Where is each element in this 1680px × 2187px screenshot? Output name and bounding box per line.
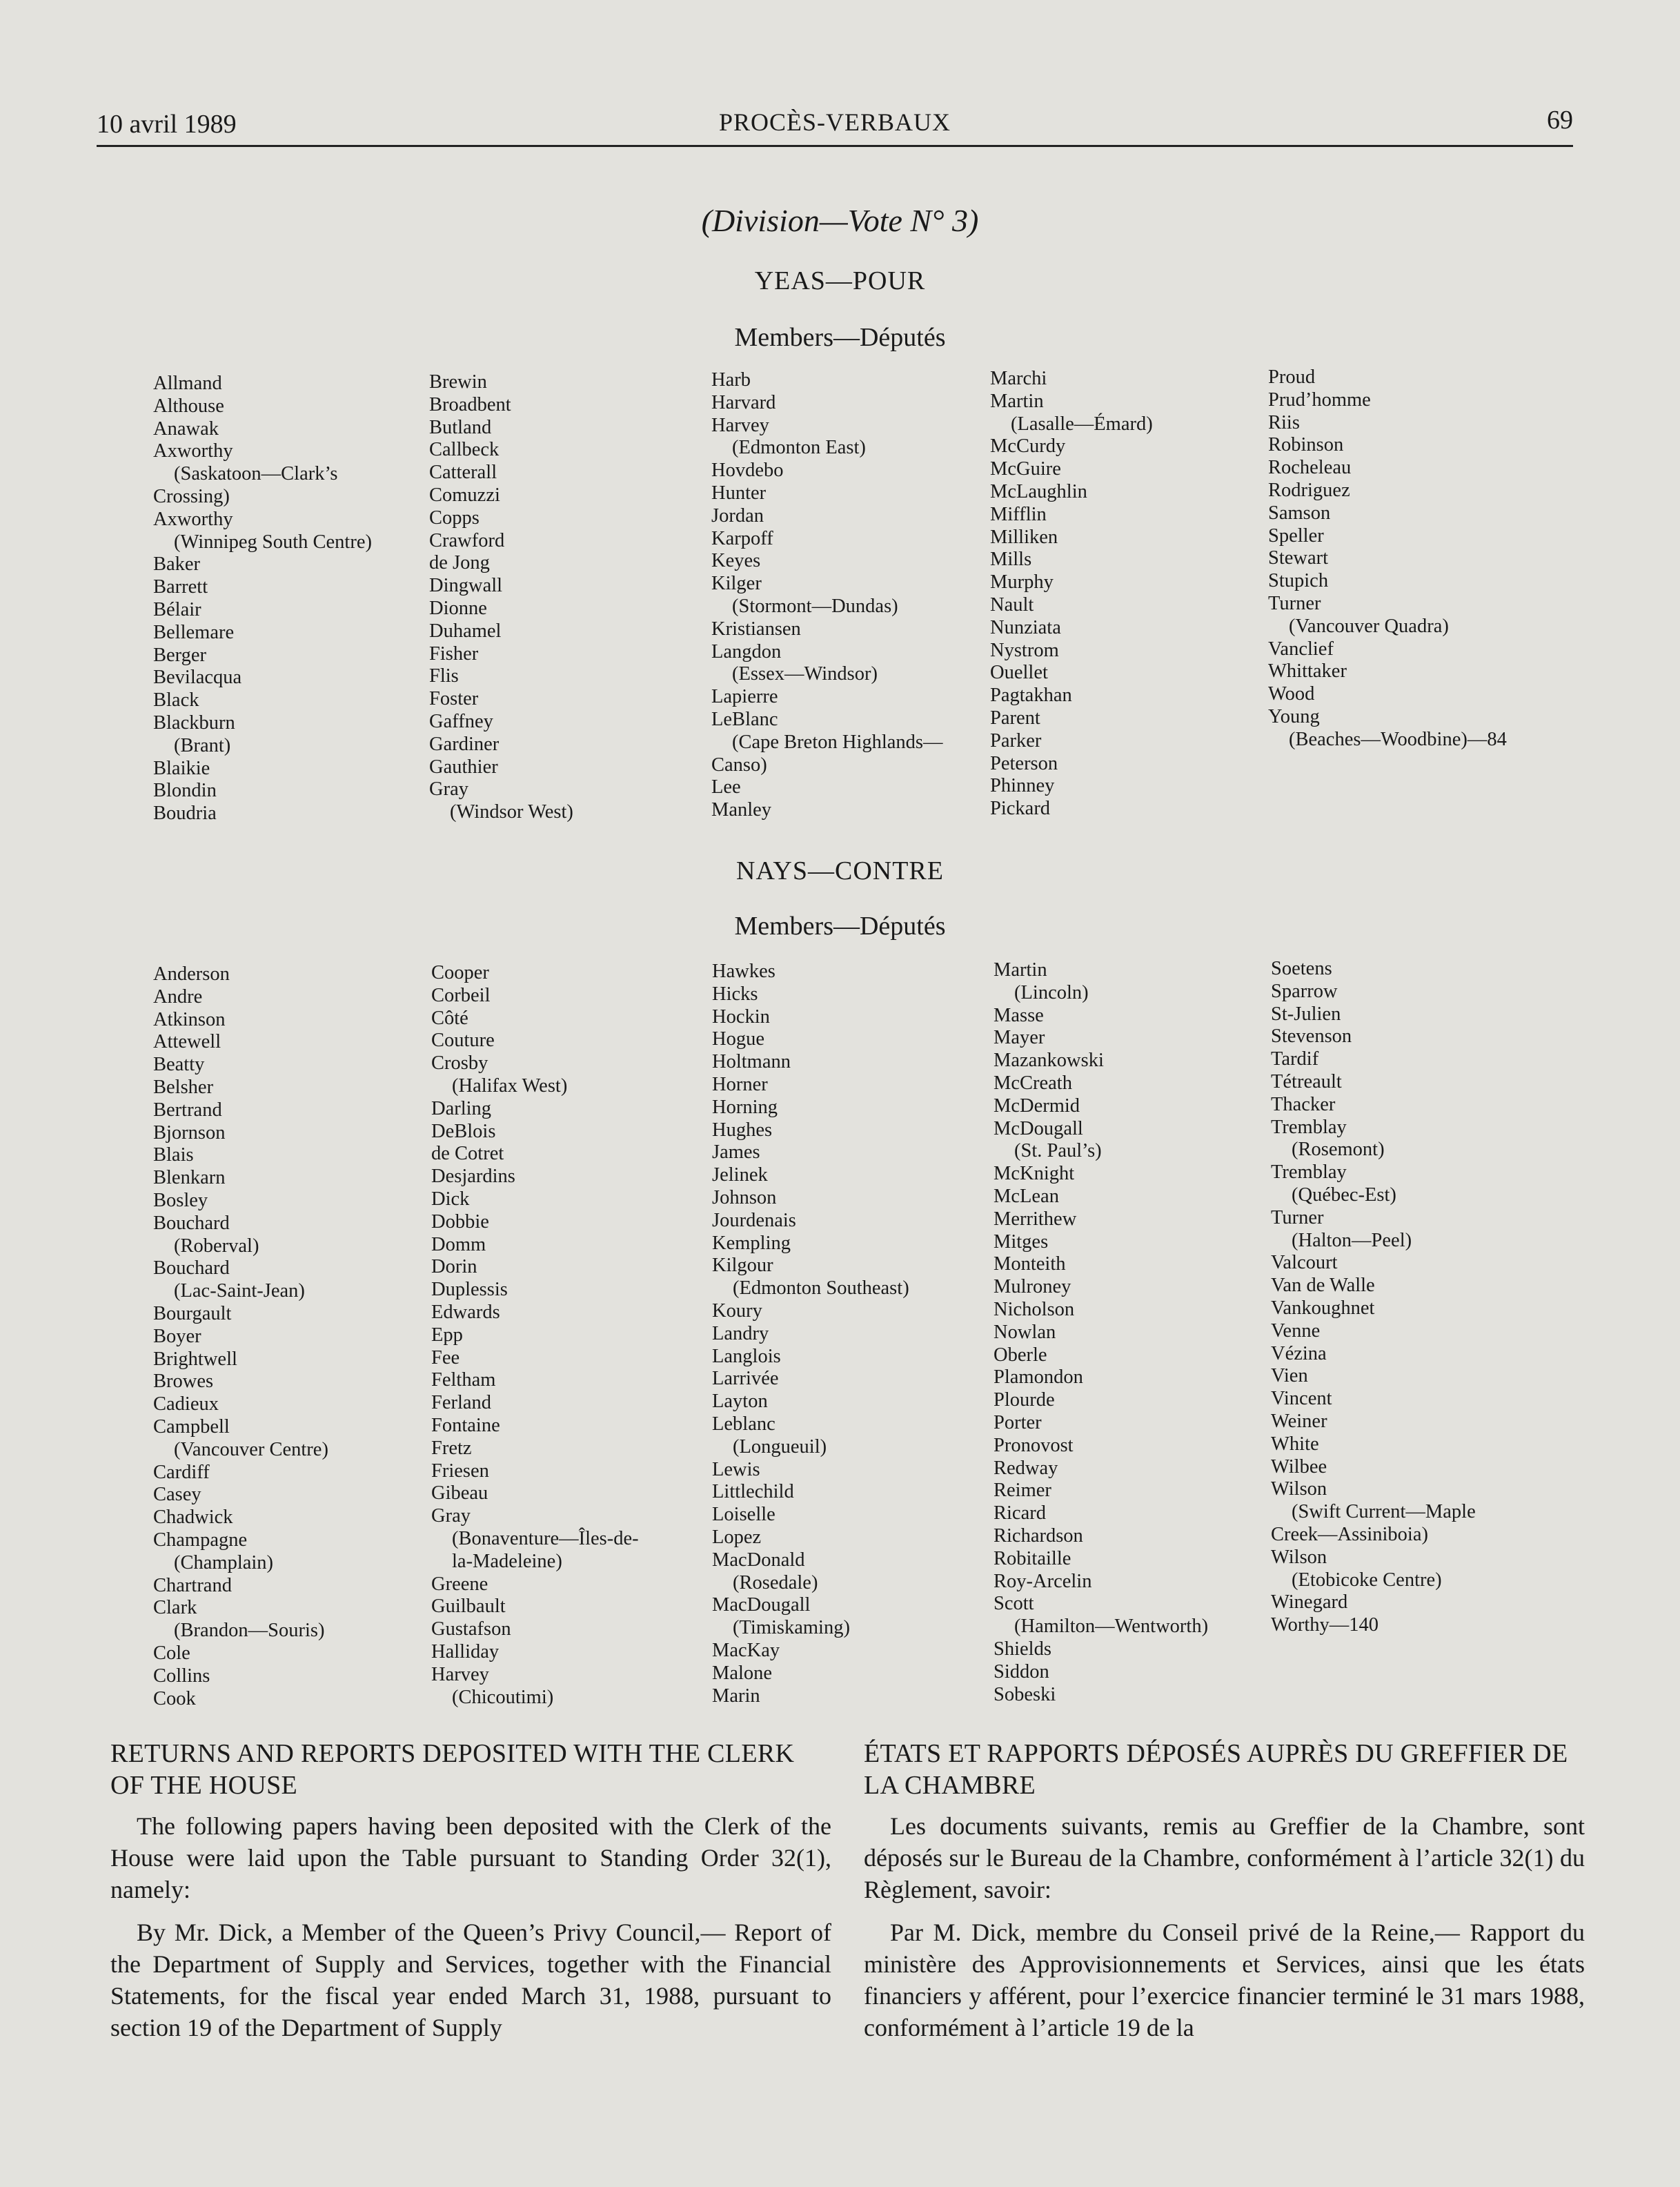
yeas-member-name: Blondin: [153, 780, 217, 802]
yeas-member-name: Hunter: [711, 482, 767, 504]
page-header: [97, 104, 1573, 147]
yeas-column-3: [711, 369, 943, 822]
nays-member-name: Winegard: [1271, 1591, 1348, 1614]
nays-member-name: Kempling: [712, 1232, 791, 1254]
yeas-column-5: [1268, 366, 1507, 752]
nays-member-name: Weiner: [1271, 1410, 1327, 1432]
nays-member-name: (St. Paul’s): [1014, 1140, 1102, 1162]
nays-member-name: Shields: [994, 1638, 1051, 1660]
nays-column-3: [712, 961, 909, 1707]
nays-member-name: Malone: [712, 1662, 773, 1684]
nays-member-name: Johnson: [712, 1186, 777, 1208]
yeas-member-name: Turner: [1268, 592, 1321, 614]
yeas-member-name: Baker: [153, 553, 201, 576]
nays-member-name: Tremblay: [1271, 1161, 1347, 1184]
nays-member-name: Worthy—140: [1271, 1614, 1379, 1636]
nays-member-name: Bosley: [153, 1189, 208, 1211]
nays-member-name: Brightwell: [153, 1348, 237, 1370]
nays-member-name: Collins: [153, 1665, 210, 1687]
nays-member-name: (Edmonton Southeast): [733, 1277, 909, 1300]
nays-member-name: Mulroney: [994, 1276, 1071, 1298]
nays-member-name: Bouchard: [153, 1212, 230, 1234]
yeas-member-name: de Jong: [429, 552, 490, 574]
yeas-member-name: Blackburn: [153, 712, 235, 734]
nays-member-name: Lewis: [712, 1458, 760, 1480]
nays-member-name: (Etobicoke Centre): [1292, 1569, 1442, 1591]
yeas-member-name: Crawford: [429, 529, 505, 551]
nays-member-name: Duplessis: [431, 1279, 508, 1301]
yeas-member-name: Ouellet: [990, 662, 1048, 684]
yeas-member-name: Gauthier: [429, 756, 498, 778]
nays-member-name: Pronovost: [994, 1434, 1074, 1456]
yeas-member-name: McGuire: [990, 458, 1061, 480]
yeas-member-name: Stupich: [1268, 570, 1329, 592]
nays-member-name: Monteith: [994, 1253, 1066, 1275]
yeas-member-name: Nunziata: [990, 616, 1061, 638]
nays-member-name: Mazankowski: [994, 1050, 1104, 1072]
nays-member-name: Oberle: [994, 1344, 1047, 1366]
nays-member-name: Dobbie: [431, 1210, 489, 1233]
returns-intro-fr: Les documents suivants, remis au Greffier de la Chambre, sont déposés sur le Bureau de la Chambre, conformément à l’article 32(1) du Règlement, savoir:: [864, 1812, 1585, 1903]
yeas-member-name: Mills: [990, 549, 1032, 571]
yeas-member-name: Lee: [711, 776, 741, 798]
nays-member-name: Champagne: [153, 1529, 248, 1551]
yeas-member-name: (Winnipeg South Centre): [174, 531, 372, 553]
nays-member-name: Turner: [1271, 1206, 1324, 1228]
nays-member-name: Horner: [712, 1073, 768, 1095]
nays-member-name: Sobeski: [994, 1683, 1056, 1705]
yeas-member-name: Broadbent: [429, 393, 511, 415]
nays-column-1: [153, 963, 328, 1710]
nays-member-name: Layton: [712, 1391, 768, 1413]
nays-member-name: Redway: [994, 1457, 1058, 1479]
yeas-heading: YEAS—POUR: [754, 266, 926, 295]
nays-member-name: Wilson: [1271, 1546, 1327, 1568]
nays-member-name: Hicks: [712, 983, 758, 1005]
nays-member-name: Valcourt: [1271, 1252, 1338, 1274]
yeas-member-name: Bellemare: [153, 621, 235, 643]
nays-member-name: Richardson: [994, 1524, 1083, 1547]
yeas-member-name: Blaikie: [153, 757, 210, 779]
nays-member-name: Larrivée: [712, 1368, 779, 1390]
yeas-member-name: Gray: [429, 778, 468, 801]
yeas-member-name: Karpoff: [711, 527, 773, 549]
yeas-member-name: Harb: [711, 369, 751, 391]
nays-member-name: Hughes: [712, 1119, 773, 1141]
nays-column-4: [994, 959, 1208, 1706]
nays-member-name: DeBlois: [431, 1120, 496, 1142]
nays-member-name: Koury: [712, 1300, 762, 1322]
yeas-member-name: Rodriguez: [1268, 479, 1350, 501]
returns-heading-fr: ÉTATS ET RAPPORTS DÉPOSÉS AUPRÈS DU GREFFIER DE LA CHAMBRE: [864, 1739, 1568, 1800]
yeas-member-name: Copps: [429, 507, 480, 529]
nays-member-name: (Hamilton—Wentworth): [1014, 1616, 1209, 1638]
nays-member-name: Loiselle: [712, 1504, 775, 1526]
nays-member-name: (Roberval): [174, 1235, 259, 1257]
nays-member-name: Couture: [431, 1030, 495, 1052]
nays-member-name: White: [1271, 1433, 1319, 1455]
nays-column-5: [1271, 958, 1476, 1637]
yeas-member-name: Lapierre: [711, 686, 778, 708]
yeas-member-name: Peterson: [990, 752, 1058, 774]
yeas-member-name: Young: [1268, 705, 1320, 727]
nays-member-name: Littlechild: [712, 1481, 794, 1503]
nays-member-name: Vincent: [1271, 1388, 1332, 1410]
yeas-member-name: (Cape Breton Highlands—: [732, 731, 943, 753]
nays-member-name: Halliday: [431, 1640, 500, 1663]
nays-member-name: MacKay: [712, 1639, 780, 1661]
nays-member-name: McLean: [994, 1185, 1059, 1207]
header-page-number: 69: [1547, 106, 1573, 135]
nays-member-name: Corbeil: [431, 984, 491, 1006]
nays-member-name: Stevenson: [1271, 1026, 1352, 1048]
yeas-member-name: Langdon: [711, 640, 782, 663]
nays-member-name: Soetens: [1271, 958, 1332, 979]
yeas-member-name: Murphy: [990, 571, 1054, 594]
nays-member-name: Vien: [1271, 1365, 1308, 1387]
nays-member-name: Cardiff: [153, 1461, 210, 1483]
nays-member-name: Porter: [994, 1411, 1042, 1433]
nays-member-name: Attewell: [153, 1031, 221, 1053]
nays-member-name: (Champlain): [174, 1551, 274, 1573]
nays-member-name: Robitaille: [994, 1547, 1071, 1569]
yeas-member-name: Samson: [1268, 502, 1331, 524]
nays-member-name: MacDougall: [712, 1594, 811, 1616]
nays-member-name: (Vancouver Centre): [174, 1438, 328, 1460]
nays-member-name: Boyer: [153, 1325, 201, 1347]
nays-member-name: Plamondon: [994, 1366, 1083, 1389]
nays-member-name: Chadwick: [153, 1507, 233, 1529]
header-date: 10 avril 1989: [97, 110, 237, 139]
nays-member-name: Roy-Arcelin: [994, 1570, 1092, 1592]
yeas-member-name: LeBlanc: [711, 708, 778, 730]
yeas-member-name: (Saskatoon—Clark’s: [174, 463, 338, 485]
yeas-member-name: (Beaches—Woodbine)—84: [1289, 728, 1507, 750]
yeas-member-name: Flis: [429, 665, 459, 687]
nays-member-name: Bjornson: [153, 1121, 226, 1144]
yeas-member-name: Vanclief: [1268, 638, 1334, 660]
nays-member-name: Bourgault: [153, 1302, 232, 1324]
yeas-member-name: Anawak: [153, 418, 219, 440]
nays-member-name: Darling: [431, 1097, 492, 1119]
nays-member-name: (Lac-Saint-Jean): [174, 1280, 305, 1302]
yeas-member-name: Catterall: [429, 462, 497, 484]
nays-member-name: Sparrow: [1271, 980, 1338, 1002]
nays-member-name: Blenkarn: [153, 1167, 226, 1189]
nays-member-name: Andre: [153, 985, 203, 1008]
nays-member-name: de Cotret: [431, 1143, 504, 1165]
nays-member-name: Venne: [1271, 1320, 1321, 1342]
yeas-member-name: McLaughlin: [990, 480, 1087, 502]
yeas-member-name: Duhamel: [429, 620, 502, 642]
nays-member-name: Hockin: [712, 1006, 770, 1028]
yeas-member-name: Dionne: [429, 597, 487, 619]
yeas-member-name: Wood: [1268, 683, 1315, 705]
nays-member-name: Marin: [712, 1685, 760, 1707]
returns-intro-en: The following papers having been deposited with the Clerk of the House were laid upon the Table pursuant to Standing Order 32(1), namely:: [110, 1812, 831, 1903]
yeas-member-name: Callbeck: [429, 439, 500, 461]
nays-member-name: Beatty: [153, 1054, 205, 1076]
nays-member-name: Browes: [153, 1371, 214, 1393]
yeas-member-name: (Stormont—Dundas): [732, 595, 898, 617]
nays-member-name: (Lincoln): [1014, 981, 1089, 1003]
nays-member-name: Hawkes: [712, 961, 775, 982]
nays-member-name: McCreath: [994, 1072, 1072, 1094]
nays-member-name: Feltham: [431, 1369, 496, 1391]
nays-member-name: Campbell: [153, 1415, 230, 1438]
nays-member-name: Gibeau: [431, 1482, 488, 1504]
nays-member-name: Horning: [712, 1096, 778, 1118]
nays-member-name: (Longueuil): [733, 1435, 827, 1458]
nays-member-name: McDermid: [994, 1095, 1080, 1117]
yeas-member-name: Gardiner: [429, 733, 500, 755]
yeas-member-name: Dingwall: [429, 575, 503, 597]
yeas-member-name: Canso): [711, 754, 767, 776]
yeas-member-name: Axworthy: [153, 508, 233, 530]
yeas-member-name: Manley: [711, 799, 772, 821]
nays-member-name: Fontaine: [431, 1414, 500, 1436]
nays-member-name: Hogue: [712, 1028, 764, 1050]
nays-member-name: Dick: [431, 1188, 470, 1210]
nays-member-name: Mitges: [994, 1230, 1049, 1253]
yeas-member-name: Butland: [429, 416, 492, 438]
nays-member-name: Bouchard: [153, 1257, 230, 1279]
yeas-member-name: Hovdebo: [711, 460, 784, 482]
nays-member-name: (Swift Current—Maple: [1292, 1501, 1476, 1523]
nays-member-name: Kilgour: [712, 1255, 773, 1277]
nays-member-name: Côté: [431, 1007, 468, 1029]
nays-member-name: Dorin: [431, 1256, 477, 1278]
yeas-member-name: Brewin: [429, 371, 487, 393]
nays-member-name: Atkinson: [153, 1008, 226, 1030]
nays-member-name: Siddon: [994, 1660, 1049, 1683]
nays-member-name: Greene: [431, 1573, 488, 1595]
nays-member-name: Harvey: [431, 1663, 489, 1685]
nays-member-name: McDougall: [994, 1117, 1083, 1139]
yeas-member-name: Speller: [1268, 524, 1324, 547]
nays-member-name: Tremblay: [1271, 1116, 1347, 1138]
yeas-member-name: Rocheleau: [1268, 457, 1352, 479]
nays-member-name: Desjardins: [431, 1166, 515, 1188]
yeas-member-name: Gaffney: [429, 710, 493, 732]
nays-member-name: (Halton—Peel): [1292, 1229, 1412, 1251]
nays-member-name: Bertrand: [153, 1099, 222, 1121]
yeas-member-name: Allmand: [153, 373, 222, 394]
nays-member-name: Cooper: [431, 962, 489, 983]
nays-member-name: McKnight: [994, 1163, 1075, 1185]
yeas-member-name: Foster: [429, 688, 479, 710]
nays-member-name: Jelinek: [712, 1164, 768, 1186]
nays-member-name: Martin: [994, 959, 1047, 981]
nays-member-name: Reimer: [994, 1480, 1051, 1502]
nays-member-name: Vankoughnet: [1271, 1297, 1375, 1319]
yeas-member-name: Bélair: [153, 598, 201, 620]
nays-member-name: Thacker: [1271, 1093, 1336, 1115]
nays-member-name: James: [712, 1141, 760, 1164]
yeas-member-name: Comuzzi: [429, 484, 500, 506]
yeas-member-name: Kristiansen: [711, 618, 801, 640]
yeas-member-name: (Vancouver Quadra): [1289, 615, 1449, 637]
nays-member-name: Mayer: [994, 1027, 1045, 1049]
yeas-member-name: Milliken: [990, 526, 1058, 548]
nays-member-name: MacDonald: [712, 1549, 805, 1571]
yeas-column-2: [429, 371, 573, 824]
yeas-member-name: Pagtakhan: [990, 685, 1072, 707]
yeas-member-name: Boudria: [153, 803, 217, 825]
returns-item-fr: Par M. Dick, membre du Conseil privé de la Reine,— Rapport du ministère des Approvisionnements et Services, ainsi que les états financiers y afférent, pour l’exercice financier terminé le 31 mars 1988, conformément à l’article 19 de la: [864, 1919, 1585, 2041]
yeas-member-name: Whittaker: [1268, 660, 1347, 683]
yeas-member-name: Axworthy: [153, 440, 233, 462]
nays-members-heading: Members—Députés: [734, 912, 946, 941]
yeas-member-name: (Lasalle—Émard): [1011, 413, 1153, 435]
nays-member-name: Cadieux: [153, 1393, 219, 1415]
nays-member-name: Fretz: [431, 1437, 472, 1459]
nays-member-name: Wilson: [1271, 1478, 1327, 1500]
nays-member-name: Casey: [153, 1484, 201, 1506]
nays-member-name: Creek—Assiniboia): [1271, 1523, 1428, 1545]
yeas-member-name: Barrett: [153, 576, 208, 598]
nays-member-name: Ferland: [431, 1392, 492, 1414]
nays-member-name: Wilbee: [1271, 1455, 1327, 1478]
yeas-member-name: Martin: [990, 390, 1044, 412]
nays-member-name: Fee: [431, 1346, 460, 1369]
yeas-member-name: Parker: [990, 729, 1042, 752]
nays-member-name: Cook: [153, 1687, 196, 1709]
nays-member-name: (Timiskaming): [733, 1617, 850, 1639]
yeas-member-name: Parent: [990, 707, 1040, 729]
yeas-member-name: Riis: [1268, 411, 1300, 433]
nays-member-name: Plourde: [994, 1389, 1055, 1411]
nays-member-name: Tardif: [1271, 1048, 1319, 1070]
header-title: PROCÈS-VERBAUX: [718, 108, 951, 136]
yeas-member-name: Black: [153, 689, 199, 712]
yeas-member-name: Marchi: [990, 368, 1047, 389]
nays-member-name: Crosby: [431, 1052, 488, 1075]
yeas-member-name: Nystrom: [990, 639, 1059, 661]
nays-member-name: Langlois: [712, 1345, 781, 1367]
returns-heading-en: RETURNS AND REPORTS DEPOSITED WITH THE CLERK OF THE HOUSE: [110, 1739, 795, 1800]
nays-member-name: Leblanc: [712, 1413, 775, 1435]
division-title: (Division—Vote N° 3): [701, 203, 979, 238]
nays-member-name: Belsher: [153, 1076, 214, 1098]
nays-member-name: Clark: [153, 1597, 197, 1619]
yeas-member-name: Harvey: [711, 414, 769, 436]
nays-member-name: (Québec-Est): [1292, 1184, 1396, 1206]
yeas-member-name: (Edmonton East): [732, 437, 866, 459]
nays-member-name: Epp: [431, 1324, 463, 1346]
nays-member-name: Guilbault: [431, 1596, 506, 1618]
nays-member-name: (Rosedale): [733, 1571, 818, 1593]
yeas-member-name: Berger: [153, 644, 207, 666]
yeas-member-name: Robinson: [1268, 434, 1344, 456]
yeas-member-name: (Brant): [174, 734, 231, 756]
yeas-member-name: Proud: [1268, 366, 1316, 388]
nays-member-name: (Bonaventure—Îles-de-: [452, 1527, 639, 1549]
nays-heading: NAYS—CONTRE: [736, 856, 944, 885]
nays-member-name: Blais: [153, 1144, 194, 1166]
nays-member-name: Van de Walle: [1271, 1275, 1375, 1297]
nays-member-name: Nicholson: [994, 1298, 1075, 1320]
nays-member-name: (Brandon—Souris): [174, 1620, 325, 1642]
nays-member-name: (Halifax West): [452, 1075, 568, 1097]
yeas-column-4: [990, 368, 1153, 821]
yeas-member-name: Nault: [990, 594, 1034, 616]
yeas-members-heading: Members—Députés: [734, 323, 946, 352]
yeas-member-name: Harvard: [711, 391, 776, 413]
nays-member-name: St-Julien: [1271, 1003, 1341, 1025]
nays-member-name: Scott: [994, 1593, 1034, 1615]
nays-member-name: Gray: [431, 1505, 471, 1527]
nays-member-name: Landry: [712, 1322, 769, 1344]
nays-member-name: Gustafson: [431, 1618, 511, 1640]
nays-member-name: Chartrand: [153, 1574, 232, 1596]
yeas-member-name: Pickard: [990, 798, 1051, 820]
yeas-member-name: (Essex—Windsor): [732, 663, 878, 685]
nays-member-name: Ricard: [994, 1502, 1046, 1524]
nays-member-name: Jourdenais: [712, 1209, 796, 1231]
yeas-member-name: Jordan: [711, 504, 764, 527]
yeas-member-name: McCurdy: [990, 435, 1066, 458]
nays-member-name: Merrithew: [994, 1208, 1077, 1230]
yeas-member-name: Althouse: [153, 395, 224, 417]
yeas-member-name: Keyes: [711, 550, 761, 572]
nays-member-name: Domm: [431, 1233, 486, 1255]
yeas-member-name: Crossing): [153, 485, 230, 507]
nays-column-2: [431, 962, 639, 1709]
nays-member-name: Anderson: [153, 963, 230, 985]
nays-member-name: Tétreault: [1271, 1070, 1342, 1092]
yeas-member-name: Bevilacqua: [153, 667, 242, 689]
yeas-member-name: Fisher: [429, 643, 479, 665]
yeas-member-name: Stewart: [1268, 547, 1329, 569]
nays-member-name: Edwards: [431, 1301, 500, 1323]
nays-member-name: Cole: [153, 1642, 190, 1664]
yeas-member-name: Phinney: [990, 775, 1055, 797]
nays-member-name: la-Madeleine): [452, 1550, 562, 1572]
nays-member-name: Nowlan: [994, 1321, 1056, 1343]
nays-member-name: Friesen: [431, 1460, 489, 1482]
yeas-member-name: (Windsor West): [450, 801, 573, 823]
nays-member-name: Holtmann: [712, 1051, 791, 1073]
yeas-member-name: Prud’homme: [1268, 389, 1371, 411]
nays-member-name: Vézina: [1271, 1342, 1327, 1364]
yeas-member-name: Mifflin: [990, 503, 1047, 525]
returns-item-en: By Mr. Dick, a Member of the Queen’s Privy Council,— Report of the Department of Supply and Services, together with the Financial Statements, for the fiscal year ended March 31, 1988, pursuant to section 19 of the Department of Supply: [110, 1919, 831, 2041]
nays-member-name: (Chicoutimi): [452, 1686, 554, 1708]
yeas-member-name: Kilger: [711, 573, 762, 595]
yeas-column-1: [153, 373, 372, 825]
nays-member-name: Lopez: [712, 1526, 762, 1548]
nays-member-name: (Rosemont): [1292, 1139, 1385, 1161]
nays-member-name: Masse: [994, 1004, 1044, 1026]
